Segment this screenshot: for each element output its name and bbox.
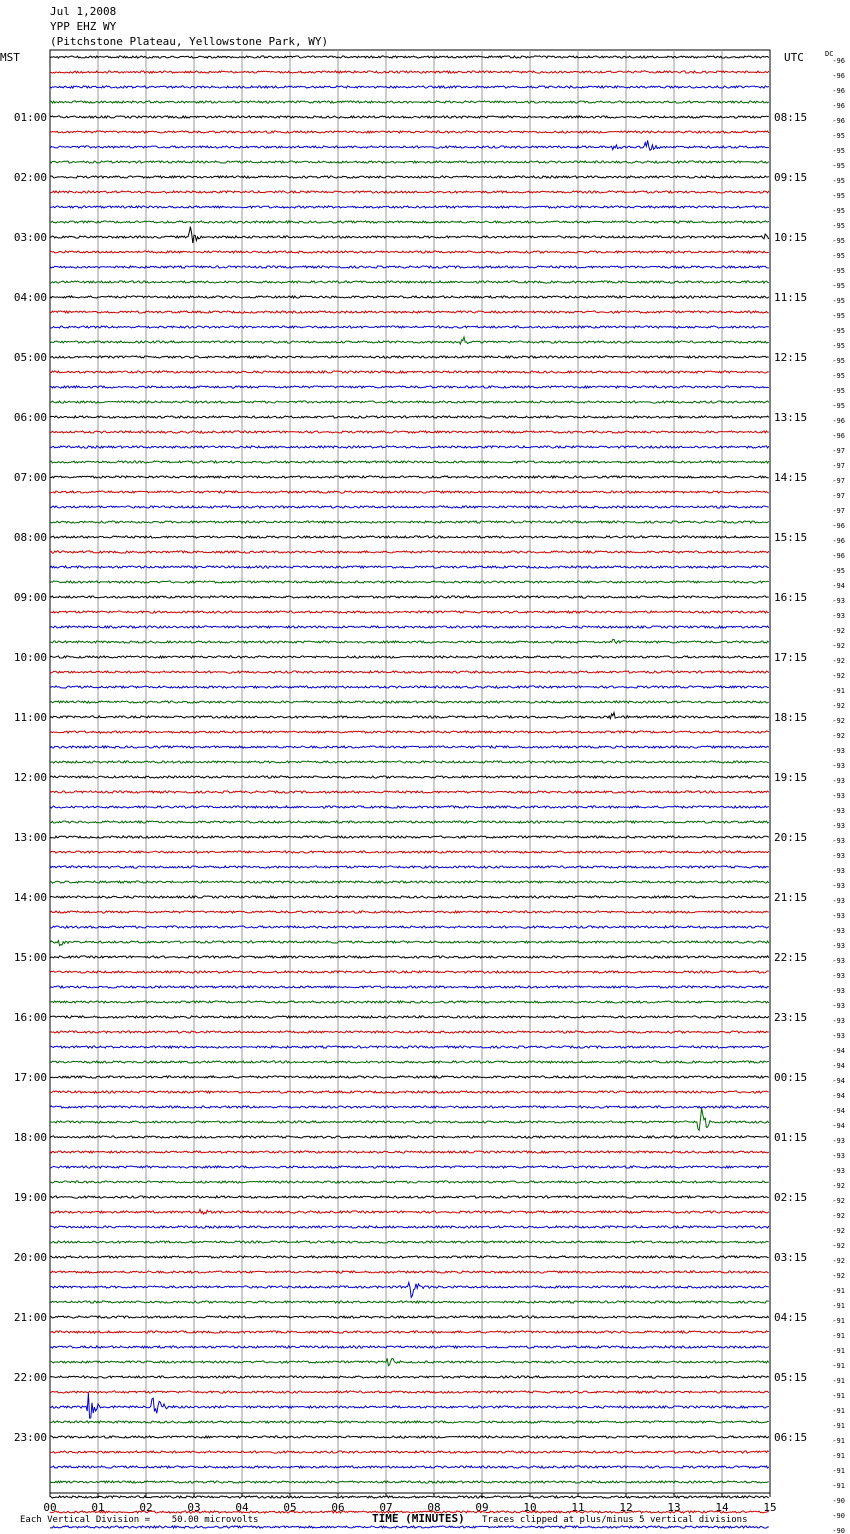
- dc-offset-label: -96: [832, 537, 845, 545]
- dc-offset-label: -95: [832, 357, 845, 365]
- trace-line: [50, 536, 769, 538]
- dc-offset-label: -95: [832, 387, 845, 395]
- dc-offset-label: -96: [832, 432, 845, 440]
- mst-hour-label: 02:00: [13, 171, 47, 184]
- utc-hour-label: 18:15: [774, 711, 808, 724]
- trace-line: [50, 956, 769, 958]
- x-tick-label: 05: [283, 1501, 297, 1514]
- utc-axis-label: UTC: [784, 51, 804, 64]
- trace-line: [50, 1108, 769, 1130]
- trace-line: [50, 446, 769, 448]
- mst-hour-label: 19:00: [13, 1191, 47, 1204]
- dc-offset-label: -93: [832, 1032, 845, 1040]
- utc-hour-label: 00:15: [774, 1071, 808, 1084]
- trace-line: [50, 1282, 769, 1297]
- dc-offset-label: -91: [832, 1422, 845, 1430]
- utc-hour-label: 08:15: [774, 111, 808, 124]
- mst-hour-label: 10:00: [13, 651, 47, 664]
- dc-offset-label: -97: [832, 507, 845, 515]
- utc-hour-label: 05:15: [774, 1371, 808, 1384]
- dc-offset-label: -93: [832, 597, 845, 605]
- trace-line: [50, 1196, 769, 1198]
- trace-line: [50, 851, 769, 853]
- dc-offset-label: -93: [832, 777, 845, 785]
- mst-hour-label: 12:00: [13, 771, 47, 784]
- trace-line: [50, 911, 769, 913]
- dc-offset-label: -93: [832, 972, 845, 980]
- trace-line: [50, 866, 769, 868]
- dc-offset-label: -91: [832, 1302, 845, 1310]
- x-tick-label: 09: [475, 1501, 489, 1514]
- mst-hour-label: 20:00: [13, 1251, 47, 1264]
- dc-offset-label: -90: [832, 1497, 845, 1505]
- dc-offset-label: -93: [832, 612, 845, 620]
- trace-line: [50, 1031, 769, 1033]
- dc-offset-label: -95: [832, 312, 845, 320]
- utc-hour-label: 06:15: [774, 1431, 808, 1444]
- trace-line: [50, 416, 769, 418]
- trace-line: [50, 1061, 769, 1063]
- trace-line: [50, 1496, 769, 1498]
- x-tick-label: 15: [763, 1501, 777, 1514]
- trace-line: [50, 337, 769, 344]
- trace-line: [50, 941, 769, 946]
- trace-line: [50, 731, 769, 733]
- trace-line: [50, 1209, 769, 1214]
- trace-line: [50, 251, 769, 253]
- utc-hour-label: 14:15: [774, 471, 808, 484]
- trace-line: [50, 296, 769, 298]
- trace-line: [50, 746, 769, 748]
- dc-offset-label: -95: [832, 192, 845, 200]
- trace-line: [50, 656, 769, 658]
- mst-hour-label: 14:00: [13, 891, 47, 904]
- dc-offset-label: -94: [832, 1077, 845, 1085]
- dc-offset-label: -92: [832, 1257, 845, 1265]
- utc-hour-label: 22:15: [774, 951, 808, 964]
- trace-line: [50, 461, 769, 463]
- dc-offset-label: -94: [832, 1092, 845, 1100]
- trace-line: [50, 566, 769, 568]
- dc-offset-label: -91: [832, 1317, 845, 1325]
- dc-offset-label: -96: [832, 87, 845, 95]
- x-tick-label: 03: [187, 1501, 201, 1514]
- dc-offset-label: -92: [832, 702, 845, 710]
- trace-line: [50, 776, 769, 778]
- clip-note: Traces clipped at plus/minus 5 vertical divisions: [482, 1515, 748, 1525]
- dc-offset-label: -92: [832, 1242, 845, 1250]
- trace-line: [50, 140, 769, 150]
- utc-hour-label: 16:15: [774, 591, 808, 604]
- utc-hour-label: 04:15: [774, 1311, 808, 1324]
- trace-line: [50, 1436, 769, 1438]
- trace-line: [50, 491, 769, 493]
- utc-hour-label: 23:15: [774, 1011, 808, 1024]
- mst-hour-label: 05:00: [13, 351, 47, 364]
- trace-line: [50, 611, 769, 613]
- trace-line: [50, 1106, 769, 1108]
- dc-offset-label: -96: [832, 102, 845, 110]
- trace-line: [50, 326, 769, 328]
- utc-hour-label: 11:15: [774, 291, 808, 304]
- dc-offset-label: -93: [832, 957, 845, 965]
- trace-line: [50, 1301, 769, 1303]
- dc-offset-label: -95: [832, 252, 845, 260]
- dc-offset-label: -95: [832, 567, 845, 575]
- utc-hour-label: 03:15: [774, 1251, 808, 1264]
- x-tick-label: 00: [43, 1501, 57, 1514]
- dc-offset-label: -91: [832, 1287, 845, 1295]
- utc-hour-label: 09:15: [774, 171, 808, 184]
- station-location: (Pitchstone Plateau, Yellowstone Park, WY): [50, 35, 329, 48]
- x-axis-title: TIME (MINUTES): [372, 1512, 465, 1525]
- trace-line: [50, 101, 769, 103]
- utc-hour-label: 15:15: [774, 531, 808, 544]
- utc-hour-label: 19:15: [774, 771, 808, 784]
- trace-line: [50, 311, 769, 313]
- dc-offset-label: -90: [832, 1512, 845, 1520]
- dc-offset-label: -93: [832, 927, 845, 935]
- dc-offset-label: -95: [832, 207, 845, 215]
- x-tick-label: 04: [235, 1501, 249, 1514]
- trace-line: [50, 1481, 769, 1483]
- trace-line: [50, 221, 769, 223]
- utc-hour-label: 17:15: [774, 651, 808, 664]
- dc-offset-label: -93: [832, 897, 845, 905]
- trace-line: [50, 356, 769, 358]
- x-tick-label: 01: [91, 1501, 105, 1514]
- mst-hour-label: 06:00: [13, 411, 47, 424]
- mst-hour-label: 03:00: [13, 231, 47, 244]
- trace-line: [50, 1181, 769, 1183]
- dc-offset-label: -91: [832, 687, 845, 695]
- dc-offset-label: -92: [832, 1212, 845, 1220]
- dc-offset-label: -93: [832, 762, 845, 770]
- mst-hour-label: 07:00: [13, 471, 47, 484]
- dc-offset-label: -95: [832, 297, 845, 305]
- trace-line: [50, 1091, 769, 1093]
- trace-line: [50, 1226, 769, 1228]
- trace-line: [50, 581, 769, 583]
- trace-line: [50, 1271, 769, 1273]
- mst-hour-label: 04:00: [13, 291, 47, 304]
- mst-hour-label: 18:00: [13, 1131, 47, 1144]
- trace-line: [50, 896, 769, 898]
- chart-date: Jul 1,2008: [50, 5, 117, 18]
- dc-offset-label: -95: [832, 282, 845, 290]
- dc-offset-label: -92: [832, 627, 845, 635]
- mst-hour-label: 11:00: [13, 711, 47, 724]
- dc-offset-label: -92: [832, 672, 845, 680]
- dc-offset-label: -93: [832, 837, 845, 845]
- dc-offset-label: -95: [832, 132, 845, 140]
- dc-offset-label: -90: [832, 1527, 845, 1534]
- dc-offset-label: -95: [832, 327, 845, 335]
- trace-line: [50, 386, 769, 388]
- mst-axis-label: MST: [0, 51, 20, 64]
- trace-line: [50, 521, 769, 523]
- trace-line: [50, 1151, 769, 1153]
- utc-hour-label: 01:15: [774, 1131, 808, 1144]
- trace-line: [50, 71, 769, 73]
- trace-line: [50, 1451, 769, 1453]
- dc-offset-label: -92: [832, 1227, 845, 1235]
- dc-offset-label: -93: [832, 807, 845, 815]
- dc-offset-label: -95: [832, 402, 845, 410]
- dc-offset-label: -95: [832, 147, 845, 155]
- dc-offset-label: -92: [832, 657, 845, 665]
- dc-offset-label: -96: [832, 552, 845, 560]
- utc-hour-label: 21:15: [774, 891, 808, 904]
- trace-line: [50, 639, 769, 643]
- trace-line: [50, 806, 769, 808]
- trace-line: [50, 1466, 769, 1468]
- dc-offset-label: -93: [832, 987, 845, 995]
- mst-hour-label: 01:00: [13, 111, 47, 124]
- x-tick-label: 06: [331, 1501, 345, 1514]
- mst-hour-label: 17:00: [13, 1071, 47, 1084]
- trace-line: [50, 1076, 769, 1078]
- trace-line: [50, 506, 769, 508]
- mst-hour-label: 23:00: [13, 1431, 47, 1444]
- trace-line: [50, 1526, 769, 1528]
- x-tick-label: 14: [715, 1501, 729, 1514]
- dc-offset-label: -93: [832, 747, 845, 755]
- trace-line: [50, 131, 769, 133]
- dc-offset-label: -92: [832, 1182, 845, 1190]
- dc-offset-label: -93: [832, 852, 845, 860]
- dc-offset-label: -93: [832, 912, 845, 920]
- scale-note: Each Vertical Division = 50.00 microvolts: [20, 1515, 259, 1525]
- mst-hour-label: 21:00: [13, 1311, 47, 1324]
- trace-line: [50, 206, 769, 208]
- dc-offset-label: -91: [832, 1362, 845, 1370]
- dc-offset-label: -93: [832, 1137, 845, 1145]
- trace-line: [50, 986, 769, 988]
- dc-offset-label: -93: [832, 1167, 845, 1175]
- dc-offset-label: -94: [832, 582, 845, 590]
- dc-offset-label: -94: [832, 1122, 845, 1130]
- dc-offset-label: -95: [832, 342, 845, 350]
- trace-line: [50, 1346, 769, 1348]
- dc-offset-label: -95: [832, 267, 845, 275]
- dc-offset-label: -93: [832, 867, 845, 875]
- dc-offset-label: -94: [832, 1047, 845, 1055]
- dc-offset-label: -93: [832, 1002, 845, 1010]
- trace-line: [50, 1376, 769, 1378]
- trace-line: [50, 56, 769, 58]
- x-tick-label: 02: [139, 1501, 153, 1514]
- dc-offset-label: -96: [832, 117, 845, 125]
- x-tick-label: 08: [427, 1501, 441, 1514]
- trace-line: [50, 191, 769, 193]
- trace-line: [50, 713, 769, 719]
- utc-hour-label: 02:15: [774, 1191, 808, 1204]
- trace-line: [50, 371, 769, 373]
- trace-line: [50, 551, 769, 553]
- trace-line: [50, 1393, 769, 1418]
- dc-offset-label: -94: [832, 1062, 845, 1070]
- trace-line: [50, 281, 769, 283]
- dc-offset-label: -95: [832, 372, 845, 380]
- trace-line: [50, 116, 769, 118]
- dc-offset-label: -91: [832, 1377, 845, 1385]
- mst-hour-label: 08:00: [13, 531, 47, 544]
- trace-line: [50, 1391, 769, 1393]
- utc-hour-label: 13:15: [774, 411, 808, 424]
- dc-offset-label: -91: [832, 1467, 845, 1475]
- dc-offset-label: -92: [832, 717, 845, 725]
- mst-hour-label: 16:00: [13, 1011, 47, 1024]
- dc-offset-label: -96: [832, 57, 845, 65]
- dc-offset-label: -93: [832, 882, 845, 890]
- trace-line: [50, 476, 769, 478]
- dc-offset-label: -92: [832, 732, 845, 740]
- trace-line: [50, 227, 769, 244]
- dc-offset-label: -95: [832, 177, 845, 185]
- dc-offset-label: -94: [832, 1107, 845, 1115]
- dc-offset-label: -93: [832, 1017, 845, 1025]
- trace-line: [50, 1421, 769, 1423]
- x-tick-label: 07: [379, 1501, 393, 1514]
- x-tick-label: 11: [571, 1501, 585, 1514]
- trace-line: [50, 836, 769, 838]
- trace-line: [50, 1358, 769, 1365]
- trace-line: [50, 86, 769, 88]
- dc-offset-label: -92: [832, 1197, 845, 1205]
- trace-line: [50, 686, 769, 688]
- dc-offset-label: -91: [832, 1332, 845, 1340]
- utc-hour-label: 10:15: [774, 231, 808, 244]
- trace-line: [50, 821, 769, 823]
- station-id: YPP EHZ WY: [50, 20, 117, 33]
- trace-line: [50, 761, 769, 763]
- trace-line: [50, 971, 769, 973]
- trace-line: [50, 1046, 769, 1048]
- dc-offset-label: -92: [832, 1272, 845, 1280]
- mst-hour-label: 13:00: [13, 831, 47, 844]
- trace-line: [50, 701, 769, 703]
- trace-line: [50, 596, 769, 598]
- trace-line: [50, 1241, 769, 1243]
- dc-offset-label: -97: [832, 462, 845, 470]
- dc-offset-label: -97: [832, 447, 845, 455]
- trace-line: [50, 1136, 769, 1138]
- dc-offset-label: -92: [832, 642, 845, 650]
- dc-offset-label: -91: [832, 1407, 845, 1415]
- dc-offset-label: -96: [832, 417, 845, 425]
- dc-offset-label: -91: [832, 1347, 845, 1355]
- dc-offset-label: -91: [832, 1392, 845, 1400]
- trace-line: [50, 926, 769, 928]
- dc-offset-label: -93: [832, 942, 845, 950]
- trace-line: [50, 626, 769, 628]
- dc-offset-label: -95: [832, 237, 845, 245]
- dc-offset-label: -97: [832, 492, 845, 500]
- dc-offset-label: -93: [832, 822, 845, 830]
- trace-line: [50, 1256, 769, 1258]
- trace-line: [50, 1001, 769, 1003]
- trace-line: [50, 431, 769, 433]
- dc-offset-label: -95: [832, 222, 845, 230]
- dc-offset-label: -96: [832, 72, 845, 80]
- utc-hour-label: 12:15: [774, 351, 808, 364]
- dc-axis-label: DC: [825, 50, 834, 58]
- trace-line: [50, 1331, 769, 1333]
- dc-offset-label: -93: [832, 792, 845, 800]
- trace-line: [50, 881, 769, 883]
- x-tick-label: 10: [523, 1501, 537, 1514]
- trace-line: [50, 1316, 769, 1318]
- dc-offset-label: -96: [832, 522, 845, 530]
- dc-offset-label: -93: [832, 1152, 845, 1160]
- trace-line: [50, 791, 769, 793]
- trace-line: [50, 266, 769, 268]
- mst-hour-label: 22:00: [13, 1371, 47, 1384]
- utc-hour-label: 20:15: [774, 831, 808, 844]
- mst-hour-label: 15:00: [13, 951, 47, 964]
- trace-line: [50, 1016, 769, 1018]
- x-tick-label: 12: [619, 1501, 633, 1514]
- trace-line: [50, 161, 769, 163]
- trace-line: [50, 401, 769, 403]
- dc-offset-label: -95: [832, 162, 845, 170]
- dc-offset-label: -91: [832, 1437, 845, 1445]
- dc-offset-label: -91: [832, 1482, 845, 1490]
- mst-hour-label: 09:00: [13, 591, 47, 604]
- dc-offset-label: -97: [832, 477, 845, 485]
- trace-line: [50, 176, 769, 178]
- trace-line: [50, 1166, 769, 1168]
- x-tick-label: 13: [667, 1501, 681, 1514]
- trace-line: [50, 671, 769, 673]
- dc-offset-label: -91: [832, 1452, 845, 1460]
